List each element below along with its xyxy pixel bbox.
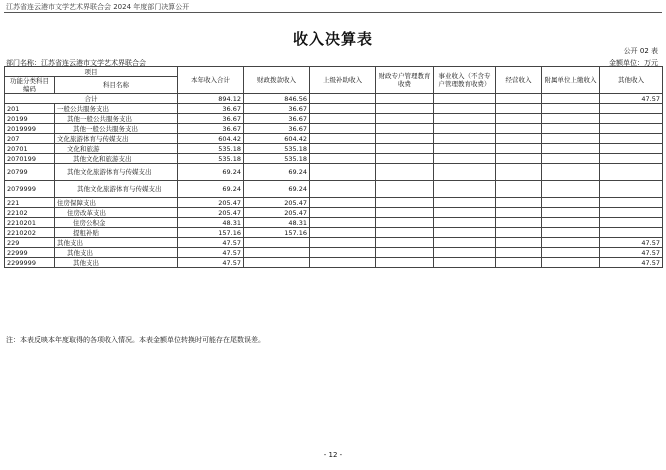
- item-name-cell: 住房改革支出: [55, 208, 178, 218]
- table-row: [5, 114, 663, 124]
- edu-cell: [376, 154, 434, 164]
- total-cell: 157.16: [178, 228, 244, 238]
- business-cell: [434, 181, 496, 198]
- edu-cell: [376, 144, 434, 154]
- fiscal-cell: 604.42: [244, 134, 310, 144]
- edu-cell: [376, 228, 434, 238]
- subsidiary-cell: [542, 228, 600, 238]
- total-cell: 36.67: [178, 124, 244, 134]
- table-row: [5, 228, 663, 238]
- operating-cell: [496, 238, 542, 248]
- total-cell: 47.57: [178, 248, 244, 258]
- fiscal-cell: 36.67: [244, 104, 310, 114]
- total-cell: 205.47: [178, 208, 244, 218]
- subsidiary-cell: [542, 258, 600, 268]
- item-name-cell: 文化和旅游: [55, 144, 178, 154]
- footnote: 注：本表反映本年度取得的各项收入情况。本表金额单位转换时可能存在尾数误差。: [6, 336, 265, 344]
- superior-cell: [310, 104, 376, 114]
- other-cell: 47.57: [600, 258, 663, 268]
- superior-cell: [310, 238, 376, 248]
- item-name-cell: 提租补贴: [55, 228, 178, 238]
- table-row: [5, 208, 663, 218]
- item-name-cell: 其他一般公共服务支出: [55, 114, 178, 124]
- item-name-cell: 其他文化旅游体育与传媒支出: [55, 181, 178, 198]
- business-cell: [434, 164, 496, 181]
- operating-cell: [496, 124, 542, 134]
- subsidiary-cell: [542, 238, 600, 248]
- header-edu: 财政专户管理教育收费: [376, 67, 434, 94]
- item-name-cell: 住房公积金: [55, 218, 178, 228]
- edu-cell: [376, 164, 434, 181]
- total-cell: 535.18: [178, 154, 244, 164]
- superior-cell: [310, 154, 376, 164]
- operating-cell: [496, 181, 542, 198]
- table-row: [5, 164, 663, 181]
- business-cell: [434, 124, 496, 134]
- header-rule: [4, 12, 662, 13]
- subsidiary-cell: [542, 114, 600, 124]
- subsidiary-cell: [542, 181, 600, 198]
- fiscal-cell: 69.24: [244, 164, 310, 181]
- department-name: 部门名称：江苏省连云港市文学艺术界联合会: [6, 59, 146, 67]
- subsidiary-cell: [542, 248, 600, 258]
- total-cell: 69.24: [178, 164, 244, 181]
- edu-cell: [376, 134, 434, 144]
- business-cell: [434, 258, 496, 268]
- business-cell: [434, 228, 496, 238]
- fiscal-cell: 48.31: [244, 218, 310, 228]
- fiscal-cell: 36.67: [244, 124, 310, 134]
- func-code-cell: 20701: [5, 144, 55, 154]
- form-number: 公开 02 表: [623, 47, 658, 55]
- operating-cell: [496, 164, 542, 181]
- fiscal-cell: 205.47: [244, 208, 310, 218]
- header-func-code: 功能分类科目编码: [5, 77, 55, 94]
- superior-cell: [310, 248, 376, 258]
- total-cell: 47.57: [178, 238, 244, 248]
- subsidiary-cell: [542, 104, 600, 114]
- other-cell: [600, 144, 663, 154]
- total-fiscal: 846.56: [244, 94, 310, 104]
- func-code-cell: 2070199: [5, 154, 55, 164]
- other-cell: [600, 218, 663, 228]
- item-name-cell: 其他一般公共服务支出: [55, 124, 178, 134]
- total-cell: 48.31: [178, 218, 244, 228]
- func-code-cell: 2210202: [5, 228, 55, 238]
- header-other: 其他收入: [600, 67, 663, 94]
- item-name-cell: 文化旅游体育与传媒支出: [55, 134, 178, 144]
- table-row: [5, 144, 663, 154]
- superior-cell: [310, 228, 376, 238]
- fiscal-cell: [244, 238, 310, 248]
- subsidiary-cell: [542, 124, 600, 134]
- business-cell: [434, 114, 496, 124]
- total-row: [5, 94, 663, 104]
- operating-cell: [496, 258, 542, 268]
- fiscal-cell: 69.24: [244, 181, 310, 198]
- fiscal-cell: [244, 258, 310, 268]
- other-cell: 47.57: [600, 248, 663, 258]
- subsidiary-cell: [542, 144, 600, 154]
- business-cell: [434, 248, 496, 258]
- other-cell: [600, 208, 663, 218]
- table-row: [5, 248, 663, 258]
- superior-cell: [310, 198, 376, 208]
- table-row: [5, 124, 663, 134]
- item-name-cell: 其他支出: [55, 238, 178, 248]
- subsidiary-cell: [542, 134, 600, 144]
- subsidiary-cell: [542, 154, 600, 164]
- func-code-cell: 22102: [5, 208, 55, 218]
- operating-cell: [496, 198, 542, 208]
- func-code-cell: 2019999: [5, 124, 55, 134]
- superior-cell: [310, 144, 376, 154]
- other-cell: [600, 114, 663, 124]
- edu-cell: [376, 218, 434, 228]
- table-row: [5, 104, 663, 114]
- table-row: [5, 258, 663, 268]
- header-subsidiary: 附属单位上缴收入: [542, 67, 600, 94]
- total-cell: 205.47: [178, 198, 244, 208]
- func-code-cell: 2079999: [5, 181, 55, 198]
- business-cell: [434, 144, 496, 154]
- fiscal-cell: 36.67: [244, 114, 310, 124]
- header-superior: 上级补助收入: [310, 67, 376, 94]
- business-cell: [434, 218, 496, 228]
- item-name-cell: 其他文化和旅游支出: [55, 154, 178, 164]
- header-total: 本年收入合计: [178, 67, 244, 94]
- operating-cell: [496, 228, 542, 238]
- item-name-cell: 住房保障支出: [55, 198, 178, 208]
- other-cell: [600, 104, 663, 114]
- amount-unit: 金额单位：万元: [609, 59, 658, 67]
- func-code-cell: 20799: [5, 164, 55, 181]
- table-row: [5, 238, 663, 248]
- subsidiary-cell: [542, 218, 600, 228]
- edu-cell: [376, 114, 434, 124]
- item-name-cell: 一般公共服务支出: [55, 104, 178, 114]
- total-cell: 47.57: [178, 258, 244, 268]
- business-cell: [434, 134, 496, 144]
- other-cell: [600, 164, 663, 181]
- header-business: 事业收入（不含专户管理教育收费）: [434, 67, 496, 94]
- operating-cell: [496, 144, 542, 154]
- total-cell: 535.18: [178, 144, 244, 154]
- edu-cell: [376, 258, 434, 268]
- other-cell: [600, 181, 663, 198]
- table-row: [5, 198, 663, 208]
- func-code-cell: 221: [5, 198, 55, 208]
- table-row: [5, 134, 663, 144]
- edu-cell: [376, 124, 434, 134]
- business-cell: [434, 198, 496, 208]
- total-other: 47.57: [600, 94, 663, 104]
- operating-cell: [496, 114, 542, 124]
- business-cell: [434, 208, 496, 218]
- subsidiary-cell: [542, 208, 600, 218]
- total-cell: 604.42: [178, 134, 244, 144]
- item-name-cell: 其他支出: [55, 258, 178, 268]
- running-header: 江苏省连云港市文学艺术界联合会 2024 年度部门决算公开: [6, 3, 190, 11]
- header-item-name: 科目名称: [55, 77, 178, 94]
- func-code-cell: 22999: [5, 248, 55, 258]
- fiscal-cell: [244, 248, 310, 258]
- superior-cell: [310, 124, 376, 134]
- superior-cell: [310, 114, 376, 124]
- other-cell: [600, 134, 663, 144]
- header-fiscal: 财政拨款收入: [244, 67, 310, 94]
- item-name-cell: 其他文化旅游体育与传媒支出: [55, 164, 178, 181]
- total-cell: 36.67: [178, 114, 244, 124]
- business-cell: [434, 154, 496, 164]
- business-cell: [434, 238, 496, 248]
- other-cell: [600, 124, 663, 134]
- operating-cell: [496, 248, 542, 258]
- total-cell: 36.67: [178, 104, 244, 114]
- func-code-cell: 2210201: [5, 218, 55, 228]
- other-cell: 47.57: [600, 238, 663, 248]
- operating-cell: [496, 134, 542, 144]
- edu-cell: [376, 181, 434, 198]
- subsidiary-cell: [542, 198, 600, 208]
- page-number: - 12 -: [323, 451, 343, 459]
- table-row: [5, 181, 663, 198]
- header-project: 项目: [5, 67, 178, 77]
- fiscal-cell: 205.47: [244, 198, 310, 208]
- func-code-cell: 2299999: [5, 258, 55, 268]
- func-code-cell: 201: [5, 104, 55, 114]
- other-cell: [600, 198, 663, 208]
- table-row: [5, 154, 663, 164]
- total-cell: 69.24: [178, 181, 244, 198]
- edu-cell: [376, 198, 434, 208]
- func-code-cell: 207: [5, 134, 55, 144]
- header-operating: 经营收入: [496, 67, 542, 94]
- superior-cell: [310, 258, 376, 268]
- edu-cell: [376, 238, 434, 248]
- operating-cell: [496, 218, 542, 228]
- superior-cell: [310, 181, 376, 198]
- subsidiary-cell: [542, 164, 600, 181]
- total-label: 合计: [5, 94, 178, 104]
- business-cell: [434, 104, 496, 114]
- income-table: [4, 66, 663, 268]
- operating-cell: [496, 154, 542, 164]
- other-cell: [600, 154, 663, 164]
- fiscal-cell: 535.18: [244, 144, 310, 154]
- edu-cell: [376, 104, 434, 114]
- total-sum: 894.12: [178, 94, 244, 104]
- func-code-cell: 229: [5, 238, 55, 248]
- operating-cell: [496, 208, 542, 218]
- superior-cell: [310, 164, 376, 181]
- edu-cell: [376, 248, 434, 258]
- page-title: 收入决算表: [292, 30, 373, 48]
- func-code-cell: 20199: [5, 114, 55, 124]
- item-name-cell: 其他支出: [55, 248, 178, 258]
- fiscal-cell: 535.18: [244, 154, 310, 164]
- edu-cell: [376, 208, 434, 218]
- operating-cell: [496, 104, 542, 114]
- superior-cell: [310, 218, 376, 228]
- superior-cell: [310, 134, 376, 144]
- table-row: [5, 218, 663, 228]
- other-cell: [600, 228, 663, 238]
- superior-cell: [310, 208, 376, 218]
- fiscal-cell: 157.16: [244, 228, 310, 238]
